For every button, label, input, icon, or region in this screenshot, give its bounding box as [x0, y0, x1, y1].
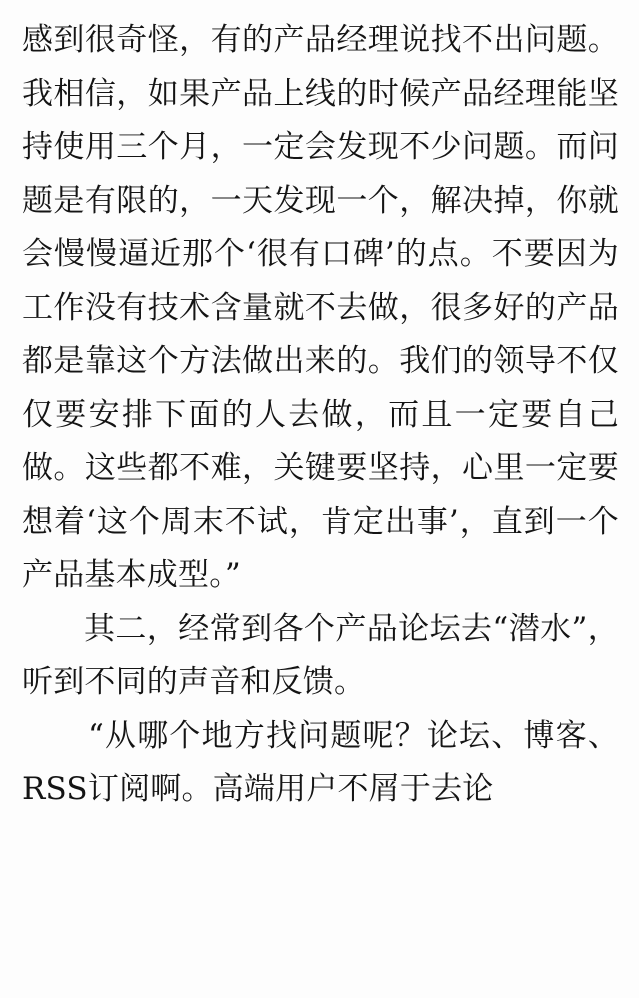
paragraph-1: 感到很奇怪，有的产品经理说找不出问题。我相信，如果产品上线的时候产品经理能坚持使用三个月，一定会发现不少问题。而问题是有限的，一天发现一个，解决掉，你就会慢慢逼近那个‘很有口碑’的点。不要因为工作没有技术含量就不去做，很多好的产品都是靠这个方法做出来的。我们的领导不仅仅要安排下面的人去做，而且一定要自己做。这些都不难，关键要坚持，心里一定要想着‘这个周末不试，肯定出事’，直到一个产品基本成型。” — [22, 22, 619, 593]
paragraph-2: 其二，经常到各个产品论坛去“潜水”，听到不同的声音和反馈。 — [22, 610, 619, 700]
document-text-column — [22, 14, 619, 817]
paragraph-3: “从哪个地方找问题呢？论坛、博客、RSS订阅啊。高端用户不屑于去论 — [22, 717, 619, 807]
